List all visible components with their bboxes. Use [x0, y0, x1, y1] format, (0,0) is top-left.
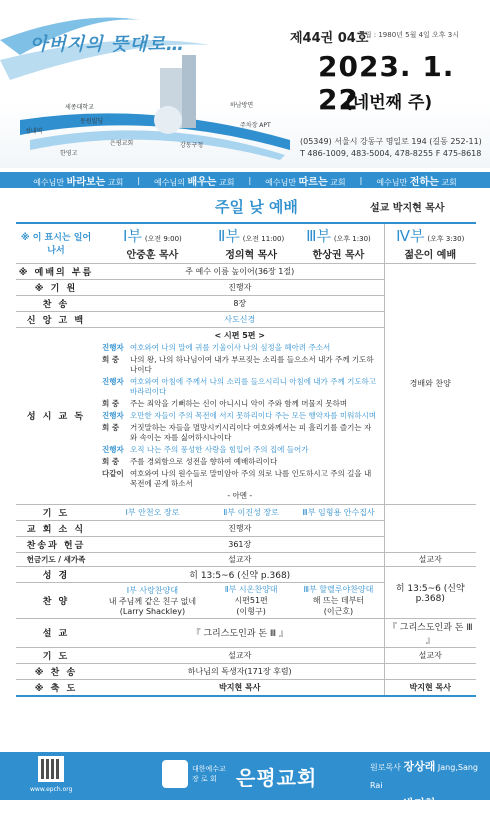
map-label: 세종대학교	[65, 104, 94, 111]
pastors-info: 원로목사 장상래 Jang,Sang Rai 담임목사 박지현 Park, Ji Hyun	[370, 760, 489, 810]
table-row: 찬 송 8장	[16, 295, 476, 311]
church-name: 은평교회	[236, 766, 318, 790]
table-row: 성 경 히 13:5~6 (신약 p.368) 히 13:5~6 (신약 p.368)	[16, 566, 476, 582]
table-row: 찬 양 Ⅰ부 사랑찬양대 내 주님께 같은 친구 없네 (Larry Shackley) Ⅱ부 시온찬양대 시편51편 (이형구) Ⅲ부 할렐루야찬양대 해 뜨는 데부터 (이근호)	[16, 582, 476, 618]
banner-item: 예수님만 전하는 교회	[376, 176, 457, 188]
reading-line: 회 중 나의 왕, 나의 하나님이여 내가 부르짖는 소리를 들으소서 내가 주께 기도하나이다	[102, 354, 374, 374]
map-label: 주차장 APT	[240, 122, 271, 129]
table-row: 설 교 『 그리스도인과 돈 Ⅲ 』 『 그리스도인과 돈 Ⅲ 』	[16, 618, 476, 647]
table-row: ※ 축 도 박지현 목사 박지현 목사	[16, 679, 476, 696]
service-4-header: Ⅳ부 (오후 3:30) 젊은이 예배	[384, 223, 476, 263]
anthem-3: Ⅲ부 할렐루야찬양대 해 뜨는 데부터 (이근호)	[293, 582, 384, 618]
website-link[interactable]: www.epch.org	[30, 786, 73, 793]
table-header-row	[16, 223, 476, 263]
reading-line: 진행자 여호와여 아침에 주께서 나의 소리를 들으시리니 아침에 내가 주께 기도하고 바라리이다	[102, 376, 377, 396]
table-row: 성 시 교 독 < 시편 5편 > 진행자 여호와여 나의 말에 귀를 기울이사 나의 심정을 헤아려 주소서 회 중 나의 왕, 나의 하나님이여 내가 부르짖는 소리를 들으소서 내가 주께 기도하나이다 진행자 여호와여 아침에 주께서 나의 소리를 들으시리니 아침에 내가 주께 기도하고 바라리이다 회 중 주는 죄악을 기뻐하는 신이 아니시니 악이 주와 함께 머물지 못하며 진행자 오만한 자들이 주의 목전에 서지 못하리이다 주는 모든 행악자를 미워하시며 회 중 거짓말하는 자들을 멸망시키시리이다 여호와께서는 피 흘리기를 즐기는 자와 속이는 자를 싫어하시나이다 진행자 오직 나는 주의 풍성한 사랑을 힘입어 주의 집에 들어가 회 중 주를 경외함으로 성전을 향하여 예배하리이다 다같이 여호와여 나의 원수들로 말미암아 주의 의로 나를 인도하시고 주의 길을 내 목전에 곧게 하소서 - 아멘 -	[16, 327, 476, 504]
service-1-header: Ⅰ부 (오전 9:00) 안중훈 목사	[96, 223, 209, 263]
denomination: 대한예수교 장 로 회	[192, 765, 226, 783]
reading-line: 회 중 주를 경외함으로 성전을 향하여 예배하리이다	[102, 456, 278, 466]
church-logo-icon	[162, 760, 188, 788]
bulletin-motto: 아버지의 뜻대로…	[30, 34, 185, 55]
standing-note: ※ 이 표시는 일어나서	[16, 223, 96, 263]
service-3-header: Ⅲ부 (오후 1:30) 한상권 목사	[293, 223, 384, 263]
table-row: ※ 찬 송 하나님의 독생자(171장 후렴)	[16, 663, 476, 679]
table-row: ※ 기 원 진행자	[16, 279, 476, 295]
address-line-2: T 486-1009, 483-5004, 478-8255 F 475-8618	[300, 149, 482, 158]
table-row: 교 회 소 식 진행자	[16, 520, 476, 536]
map-label: 강동구청	[180, 142, 204, 149]
service-title: 주일 낮 예배	[215, 198, 298, 216]
motto-banner: 예수님만 바라보는 교회 | 예수님의 배우는 교회 | 예수님만 따르는 교회 | 예수님만 전하는 교회	[0, 172, 490, 188]
order-of-service-table	[16, 222, 476, 697]
reading-line: 다같이 여호와여 나의 원수들로 말미암아 주의 의로 나를 인도하시고 주의 길을 내 목전에 곧게 하소서	[102, 468, 372, 488]
map-label: 은평교회	[110, 140, 134, 147]
table-row: ※ 예배의 부름 주 예수 이름 높이어(36장 1절) 경배와 찬양	[16, 263, 476, 279]
volume-number: 제44권 04호	[290, 31, 369, 46]
map-label: 한영고	[60, 150, 78, 157]
qr-code-icon[interactable]	[38, 756, 64, 782]
responsive-reading: < 시편 5편 > 진행자 여호와여 나의 말에 귀를 기울이사 나의 심정을 헤아려 주소서 회 중 나의 왕, 나의 하나님이여 내가 부르짖는 소리를 들으소서 내가 주께 기도하나이다 진행자 여호와여 아침에 주께서 나의 소리를 들으시리니 아침에 내가 주께 기도하고 바라리이다 회 중 주는 죄악을 기뻐하는 신이 아니시니 악이 주와 함께 머물지 못하며 진행자 오만한 자들이 주의 목전에 서지 못하리이다 주는 모든 행악자를 미워하시며 회 중 거짓말하는 자들을 멸망시키시리이다 여호와께서는 피 흘리기를 즐기는 자와 속이는 자를 싫어하시나이다 진행자 오직 나는 주의 풍성한 사랑을 힘입어 주의 집에 들어가 회 중 주를 경외함으로 성전을 향하여 예배하리이다 다같이 여호와여 나의 원수들로 말미암아 주의 의로 나를 인도하시고 주의 길을 내 목전에 곧게 하소서 - 아멘 -	[96, 327, 384, 504]
banner-item: 예수님만 따르는 교회	[265, 176, 346, 188]
map-label: 동원빌딩	[80, 118, 104, 125]
address-line-1: (05349) 서울시 강동구 명일로 194 (길동 252-11)	[300, 137, 482, 146]
bulletin-header	[0, 0, 490, 168]
service-2-header: Ⅱ부 (오전 11:00) 정의혁 목사	[209, 223, 294, 263]
table-row: 찬송과 헌금 361장	[16, 536, 476, 552]
map-label: 성내역	[25, 128, 43, 135]
week-number: (네번째 주)	[345, 93, 433, 113]
map-label: 하남방면	[230, 102, 254, 109]
table-row: 기 도 Ⅰ부 안천오 장로 Ⅱ부 이진성 장로 Ⅲ부 임형용 안수집사	[16, 504, 476, 520]
reading-line: 회 중 주는 죄악을 기뻐하는 신이 아니시니 악이 주와 함께 머물지 못하며	[102, 398, 348, 408]
reading-line: 진행자 오직 나는 주의 풍성한 사랑을 힘입어 주의 집에 들어가	[102, 444, 309, 454]
banner-item: 예수님의 배우는 교회	[154, 176, 235, 188]
reading-line: 진행자 여호와여 나의 말에 귀를 기울이사 나의 심정을 헤아려 주소서	[102, 342, 331, 352]
banner-item: 예수님만 바라보는 교회	[33, 176, 124, 188]
preacher-label: 설교 박지현 목사	[370, 203, 445, 214]
table-row: 기 도 설교자 설교자	[16, 647, 476, 663]
anthem-1: Ⅰ부 사랑찬양대 내 주님께 같은 친구 없네 (Larry Shackley)	[96, 582, 209, 618]
anthem-2: Ⅱ부 시온찬양대 시편51편 (이형구)	[209, 582, 294, 618]
reading-line: 진행자 오만한 자들이 주의 목전에 서지 못하리이다 주는 모든 행악자를 미워하시며	[102, 410, 377, 420]
church-address	[300, 136, 482, 160]
location-map	[20, 88, 290, 158]
reading-line: 회 중 거짓말하는 자들을 멸망시키시리이다 여호와께서는 피 흘리기를 즐기는 자와 속이는 자를 싫어하시나이다	[102, 422, 372, 442]
bulletin-date: 2023. 1. 22	[318, 50, 455, 116]
established-date: 설립 : 1980년 5월 4일 오후 3시	[358, 31, 459, 39]
table-row: 신 앙 고 백 사도신경	[16, 311, 476, 327]
table-row: 헌금기도 / 새가족 설교자 설교자	[16, 552, 476, 566]
